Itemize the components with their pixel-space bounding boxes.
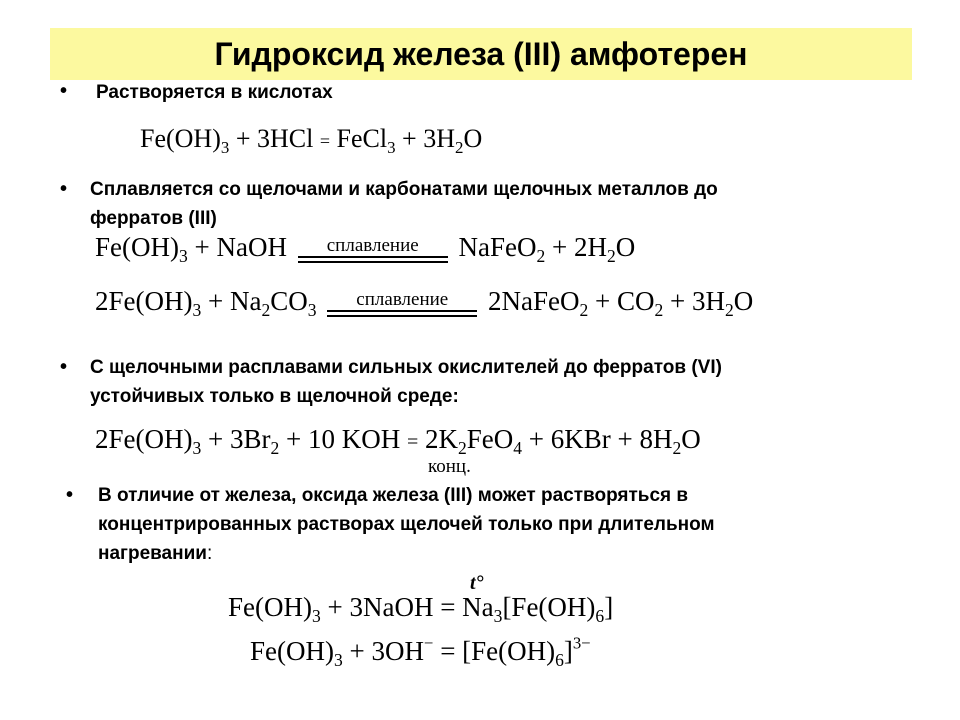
bullet-marker: •: [60, 178, 68, 200]
page-title: Гидроксид железа (III) амфотерен: [214, 35, 748, 72]
equation-naoh-fusion: $Fe(OH)_3$ + NaOH сплавление NaFeO$_2$ + $2H_2O$: [95, 232, 636, 267]
concentrated-label: конц.: [428, 456, 471, 477]
difference-text: В отличие от железа, оксида железа (III) может растворяться в концентрированных растворах щелочей только при длительном нагревании:: [98, 485, 715, 564]
fusion-arrow: сплавление: [327, 291, 477, 317]
bullet-marker: •: [60, 356, 68, 378]
equation-hexahydroxo-naoh: $Fe(OH)_3$ + 3NaOH = $Na_3[Fe(OH)_6]$: [228, 592, 614, 627]
acids-text: Растворяется в кислотах: [96, 82, 333, 103]
oxidizers-text: С щелочными расплавами сильных окислителей до ферратов (VI) устойчивых только в щелочной среде:: [90, 357, 722, 407]
fusion-arrow: сплавление: [298, 237, 448, 263]
bullet-marker: •: [60, 80, 68, 102]
equation-hexahydroxo-ion: $Fe(OH)_3 + 3OH^- = [Fe(OH)_6]^{3-}$: [250, 633, 591, 671]
alkali-fusion-text: Сплавляется со щелочами и карбонатами щелочных металлов до ферратов (III): [90, 179, 718, 229]
temperature-mark: t°: [470, 572, 484, 594]
bullet-marker: •: [66, 484, 74, 506]
equation-na2co3-fusion: $2Fe(OH)_3 + Na_2CO_3$ сплавление 2NaFeO$_2$ + $CO_2 + 3H_2O$: [95, 286, 754, 321]
equation-ferrate-vi: $2Fe(OH)_3 + 3Br_2 + 10$ KOH = $2K_2FeO_4 + 6KBr + 8H_2O$: [95, 424, 701, 459]
title-banner: [50, 28, 912, 80]
equation-acid: $Fe(OH)_3 + 3HCl$ = FeCl$_3$ + $3H_2O$: [140, 124, 483, 157]
